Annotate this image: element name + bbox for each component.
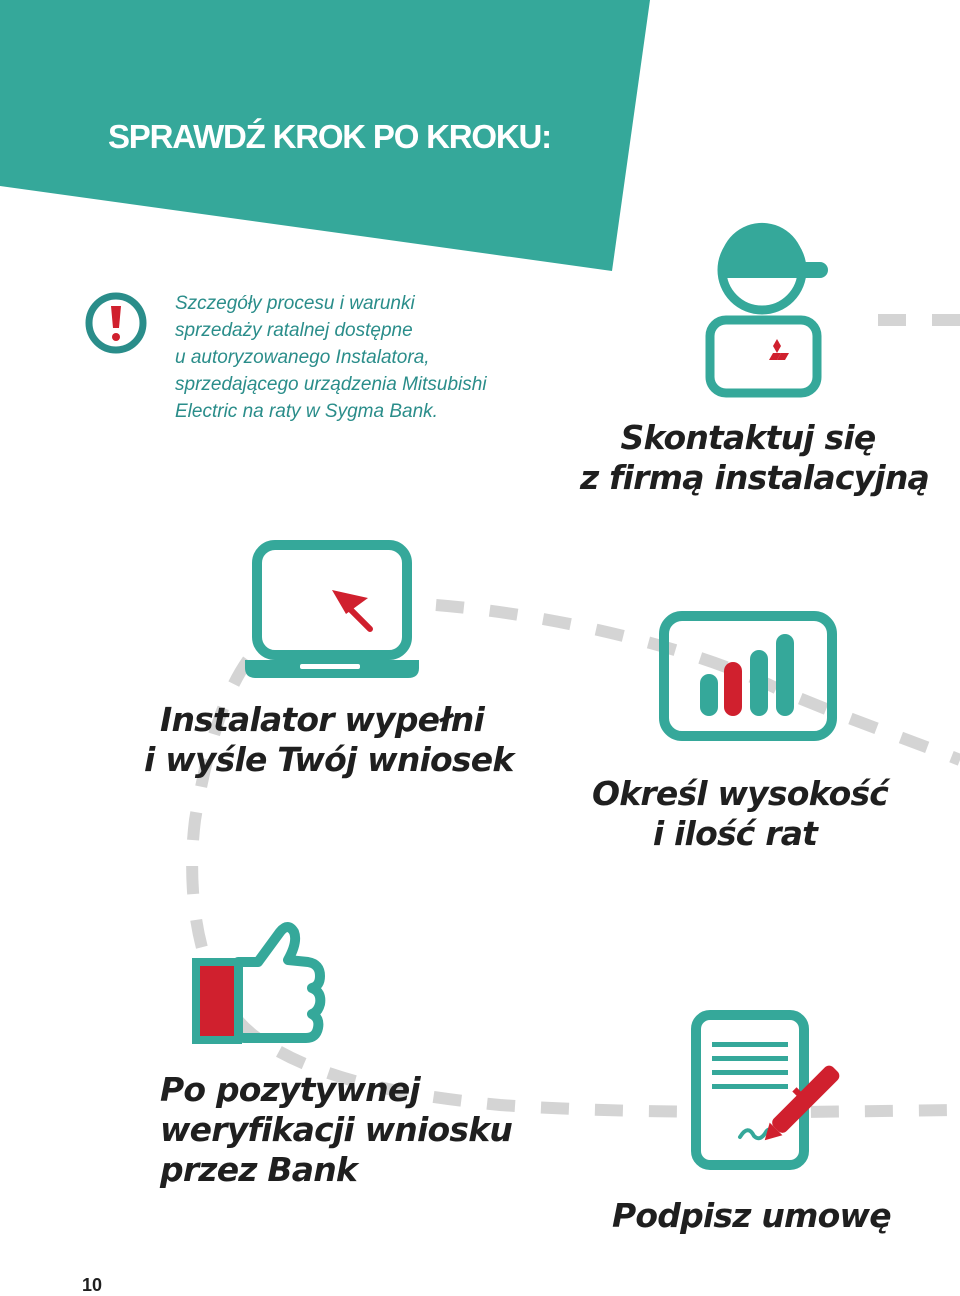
step-bank-approval	[160, 1070, 512, 1190]
mitsubishi-logo-icon	[769, 339, 789, 360]
step-label-line: przez Bank	[160, 1150, 358, 1189]
bar-chart-icon	[664, 616, 832, 736]
step-set-installments	[592, 774, 889, 854]
step-installer-submits	[144, 700, 514, 780]
step-label-line: Po pozytywnej	[160, 1070, 420, 1109]
step-label-line: Instalator wypełni	[159, 700, 485, 739]
page-number: 10	[82, 1275, 103, 1295]
step-contact-installer	[580, 418, 929, 498]
info-note-line: Electric na raty w Sygma Bank.	[175, 401, 438, 422]
step-label-line: i wyśle Twój wniosek	[144, 740, 514, 779]
laptop-cursor-icon	[245, 545, 419, 678]
info-note	[175, 290, 575, 425]
step-label-line: Określ wysokość	[592, 774, 889, 813]
installer-person-icon	[710, 223, 828, 393]
step-sign-contract	[612, 1196, 891, 1236]
thumbs-up-icon	[196, 927, 320, 1040]
step-label-line: z firmą instalacyjną	[580, 458, 929, 497]
info-note-line: sprzedającego urządzenia Mitsubishi	[175, 374, 487, 395]
info-note-line: Szczegóły procesu i warunki	[175, 293, 415, 314]
signed-document-icon	[696, 1015, 842, 1165]
step-label-line: Podpisz umowę	[612, 1196, 891, 1235]
info-note-line: sprzedaży ratalnej dostępne	[175, 320, 413, 341]
step-label-line: weryfikacji wniosku	[160, 1110, 513, 1149]
step-label-line: Skontaktuj się	[620, 418, 876, 457]
page-title: SPRAWDŹ KROK PO KROKU:	[108, 118, 551, 155]
exclamation-icon	[89, 296, 143, 350]
info-note-line: u autoryzowanego Instalatora,	[175, 347, 430, 368]
step-label-line: i ilość rat	[652, 814, 818, 853]
